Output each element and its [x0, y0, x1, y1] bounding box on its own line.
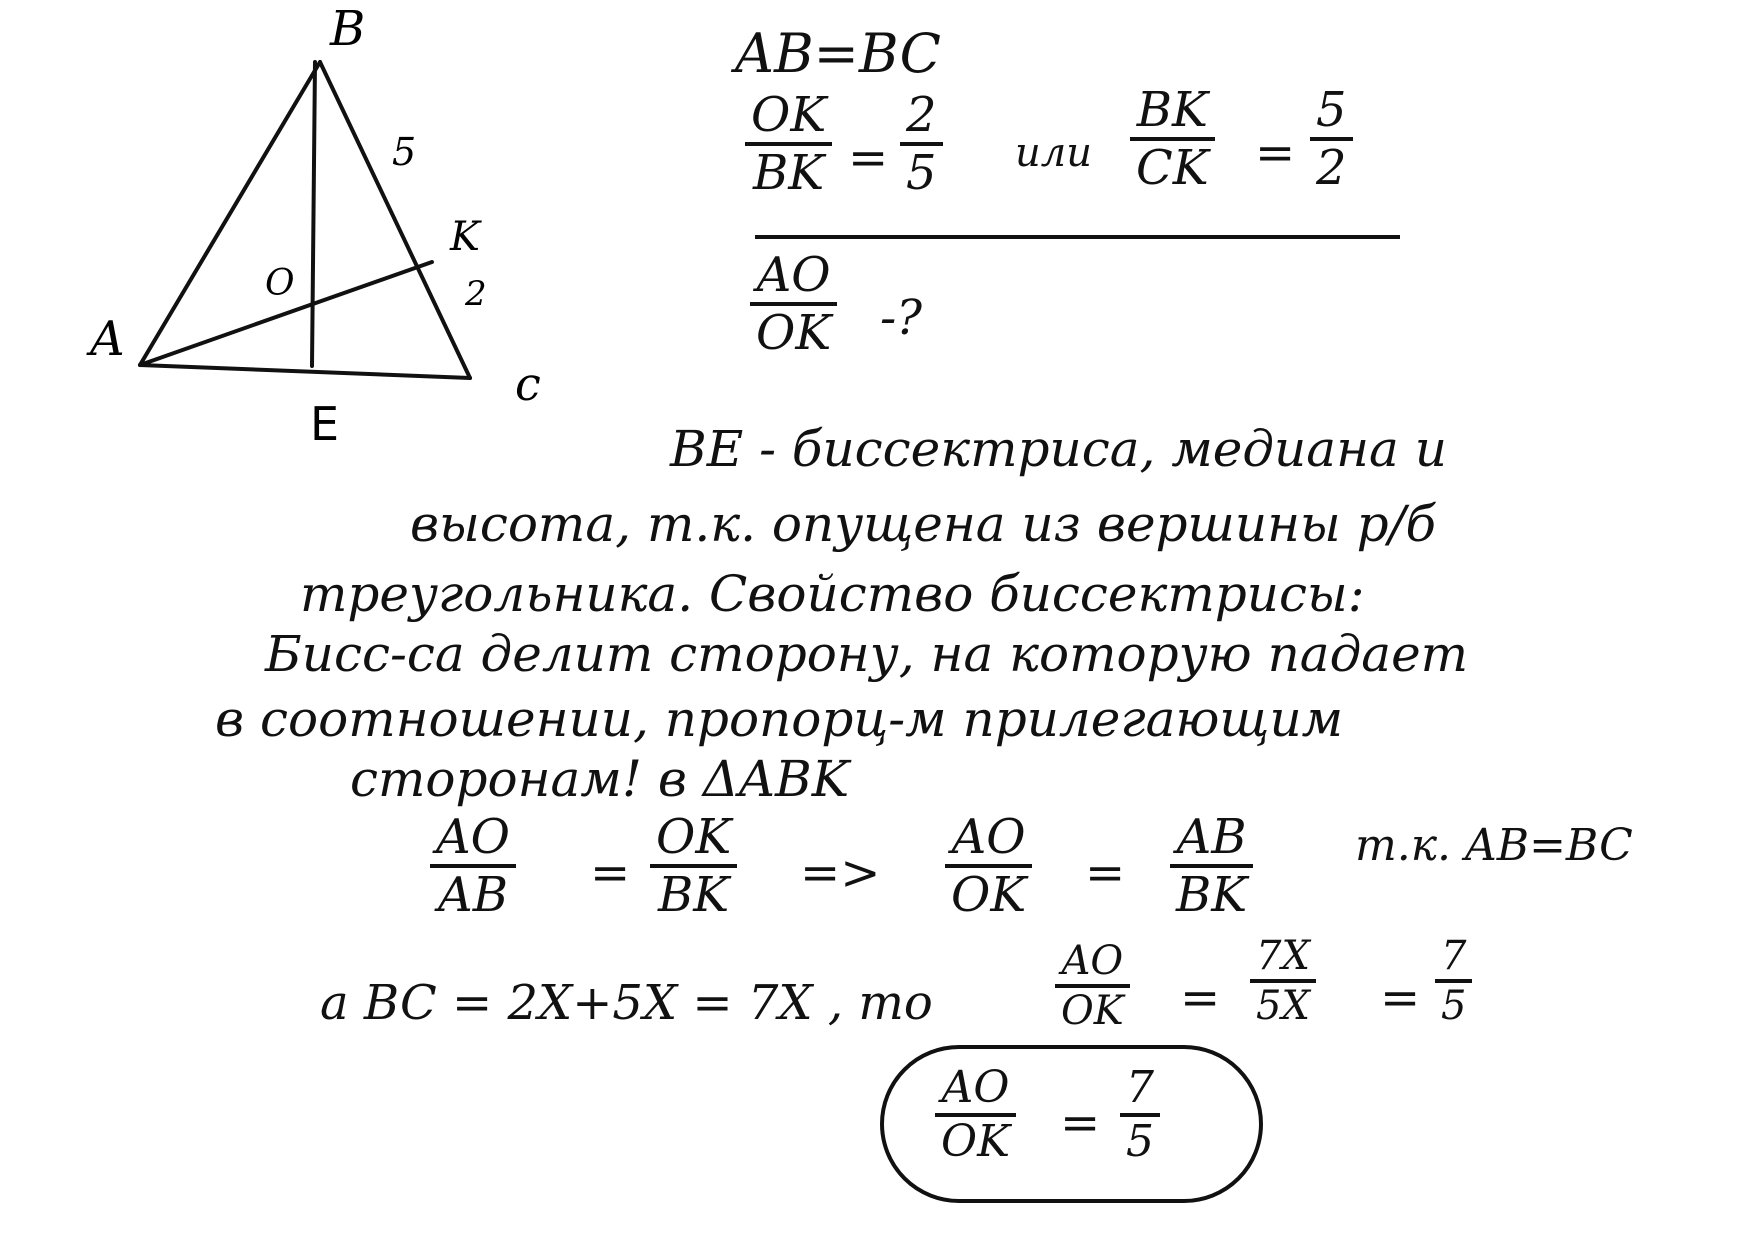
- text-line-1: BE - биссектриса, медиана и: [670, 420, 1447, 478]
- find-ratio: [750, 247, 837, 362]
- equals-sign: =: [848, 130, 889, 186]
- calc-text: a BC = 2X+5X = 7X , то: [320, 975, 933, 1031]
- given-ratio1-lhs: [745, 87, 832, 202]
- calc-f1: [1055, 940, 1130, 1032]
- calc-f2: [1250, 935, 1316, 1027]
- fraction-numerator: 7X: [1256, 933, 1310, 979]
- fraction-numerator: AO: [436, 809, 511, 865]
- fraction-denominator: 5X: [1256, 983, 1310, 1029]
- fraction-denominator: OK: [1061, 988, 1124, 1034]
- proportion-f4: [1170, 809, 1253, 924]
- fraction-numerator: AO: [1061, 938, 1124, 984]
- answer-f2: [1120, 1062, 1160, 1168]
- side-ac: [140, 365, 470, 378]
- fraction-numerator: OK: [751, 87, 827, 143]
- proportion-f3: [945, 809, 1032, 924]
- proportion-f2: [650, 809, 737, 924]
- side-ab: [140, 62, 320, 365]
- fraction-denominator: 5: [1126, 1116, 1154, 1168]
- given-divider: [755, 235, 1400, 239]
- fraction-numerator: OK: [656, 809, 732, 865]
- text-line-6: сторонам! в ΔABK: [350, 750, 850, 808]
- equals-sign: =: [1380, 970, 1421, 1026]
- equals-sign: =: [590, 845, 631, 901]
- fraction-numerator: AO: [951, 809, 1026, 865]
- proportion-reason: т.к. AB=BC: [1355, 820, 1633, 871]
- label-k: K: [450, 214, 480, 260]
- text-line-5: в соотношении, пропорц-м прилегающим: [215, 690, 1344, 748]
- find-tail: -?: [880, 290, 922, 346]
- fraction-denominator: OK: [951, 867, 1027, 924]
- fraction-numerator: AO: [941, 1062, 1010, 1113]
- given-ratio2-rhs: [1310, 82, 1353, 197]
- text-line-2: высота, т.к. опущена из вершины р/б: [410, 495, 1437, 553]
- fraction-numerator: 5: [1316, 82, 1347, 138]
- label-b: B: [330, 1, 366, 57]
- fraction-denominator: OK: [941, 1116, 1010, 1168]
- proportion-f1: [430, 809, 516, 924]
- equals-sign: =: [1255, 125, 1296, 181]
- fraction-denominator: OK: [756, 305, 832, 362]
- implies-sign: =>: [800, 845, 881, 901]
- fraction-numerator: 2: [906, 87, 937, 143]
- fraction-denominator: AB: [438, 867, 508, 924]
- fraction-denominator: 2: [1316, 140, 1347, 197]
- answer-f1: [935, 1062, 1016, 1168]
- calc-f3: [1435, 935, 1472, 1027]
- bisector-be: [312, 62, 315, 366]
- fraction-denominator: BK: [658, 867, 730, 924]
- equals-sign: =: [1180, 970, 1221, 1026]
- fraction-numerator: 7: [1126, 1062, 1154, 1113]
- label-o: O: [265, 263, 295, 304]
- given-ratio1-rhs: [900, 87, 943, 202]
- fraction-numerator: AO: [756, 247, 831, 303]
- fraction-denominator: 5: [1441, 983, 1467, 1029]
- text-line-4: Бисс-са делит сторону, на которую падает: [265, 625, 1469, 683]
- text-line-3: треугольника. Свойство биссектрисы:: [300, 565, 1365, 623]
- label-e: E: [310, 397, 340, 451]
- given-equality: AB=BC: [735, 22, 941, 85]
- label-a: A: [90, 311, 125, 367]
- or-word: или: [1015, 130, 1092, 176]
- fraction-denominator: BK: [1176, 867, 1248, 924]
- label-bk-length: 5: [392, 130, 417, 174]
- equals-sign: =: [1060, 1095, 1101, 1151]
- label-c: c: [515, 357, 541, 411]
- side-bc: [320, 62, 470, 378]
- fraction-denominator: BK: [753, 145, 825, 202]
- given-ratio2-lhs: [1130, 82, 1215, 197]
- label-kc-length: 2: [465, 274, 487, 314]
- triangle-diagram: [0, 0, 600, 460]
- fraction-numerator: BK: [1136, 82, 1208, 138]
- fraction-denominator: CK: [1136, 140, 1209, 197]
- equals-sign: =: [1085, 845, 1126, 901]
- fraction-numerator: AB: [1176, 809, 1247, 865]
- fraction-denominator: 5: [906, 145, 937, 202]
- fraction-numerator: 7: [1441, 933, 1467, 979]
